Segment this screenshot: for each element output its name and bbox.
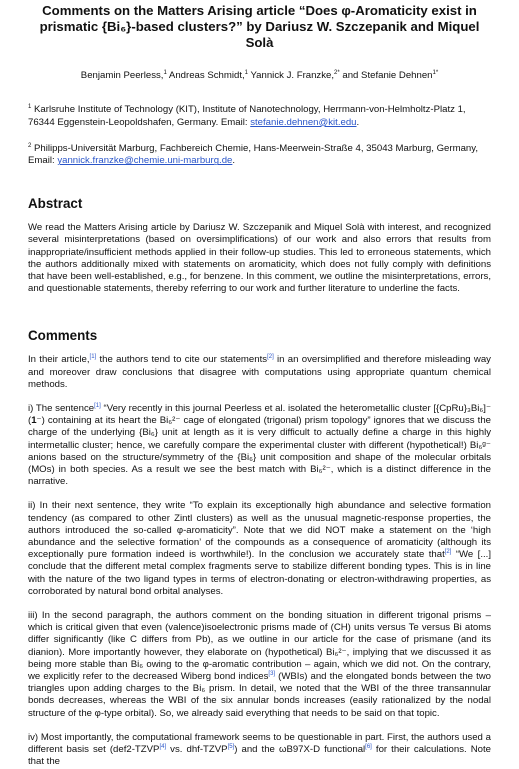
comment-paragraph-5 — [28, 732, 491, 769]
citation-link[interactable]: [2] — [444, 549, 452, 556]
paragraph-text: in an oversimplified and therefore misleading way and moreover draw conclusions that disagree with computations using appropriate quantum chemical methods. — [28, 354, 491, 390]
paragraph-text: ⁻) containing at its heart the Bi₆²⁻ cage of elongated (trigonal) prism topology” ignores that we discuss the charge of the underlying {Bi₆} unit at length as it is very difficult to actually define a charge in this highly intermetallic cluster; hence, we carefully compare the experimental cluster with different (hypothetical!) Bi₆ᵍ⁻ anions based on the structure/symmetry of the {Bi₆} unit composition and shape of the molecular orbitals (MOs) in both species. As a result we see the best match with Bi₆²⁻, which is a distinct difference in the narrative. — [28, 415, 491, 488]
affiliation-tail: . — [232, 155, 236, 167]
author-affiliation-mark: 1* — [432, 70, 439, 76]
paragraph-text: vs. dhf-TZVP — [166, 744, 228, 756]
abstract-heading: Abstract — [28, 196, 83, 212]
affiliation-1 — [28, 104, 491, 130]
abstract-text: We read the Matters Arising article by Dariusz W. Szczepanik and Miquel Solà with interest, and recognized several misinterpretations (based on oversimplifications) of our work and also errors that results from inappropriate/insufficient methods applied in their follow-up studies. This led to erroneous statements, which the authors additionally mixed with statements on aromaticity, which does not fully comply with definitions that have been well-established, e.g., for benzene. In this comment, we outline the misinterpretations, errors, and questionable statements, thereby referring to our work and further literature to underline the facts. — [28, 222, 491, 295]
citation-link[interactable]: [5] — [227, 744, 235, 751]
author-affiliation-mark: 1 — [244, 70, 248, 76]
affiliation-number: 1 — [28, 104, 32, 110]
paragraph-text: the authors tend to cite our statements — [96, 354, 268, 366]
author-name: Yannick J. Franzke, — [248, 70, 335, 81]
comment-paragraph-1 — [28, 354, 491, 391]
paragraph-text: “We [...] conclude that the different metal complex fragments serve to stabilize different bonding types. This is in line with the nature of the two ligand types in terms of electron-donating or electron-withdrawing properties, as corroborated by natural bond orbital analyses. — [28, 549, 492, 597]
citation-link[interactable]: [6] — [365, 744, 372, 751]
comments-heading: Comments — [28, 328, 98, 344]
comment-paragraph-2 — [28, 403, 491, 488]
email-link[interactable]: stefanie.dehnen@kit.edu — [250, 116, 357, 128]
author-name: and Stefanie Dehnen — [339, 70, 433, 81]
affiliation-text: Karlsruhe Institute of Technology (KIT), Institute of Nanotechnology, Herrmann-von-Helmholtz-Platz 1, 76344 Eggenstein-Leopoldshafen, Germany. Email: — [28, 104, 466, 128]
citation-link[interactable]: [2] — [267, 354, 274, 361]
compound-number: 1 — [31, 415, 37, 427]
paragraph-text: for their calculations. Note that the — [28, 744, 491, 768]
paper-page — [0, 3, 519, 768]
paragraph-text: (WBIs) and the elongated bonds between the two triangles upon adding charges to the Bi₆ prism. In detail, we noted that the WBI of the three transannular bonds decreases, whereas the WBI of the six annular bonds increases (easily rationalized by the nodal structure of the φ-type orbital). So, we already said everything that needs to be said on that topic. — [28, 671, 491, 719]
paragraph-text: iv) Most importantly, the computational framework seems to be questionable in part. First, the authors used a different basis set (def2-TZVP — [28, 731, 491, 756]
citation-link[interactable]: [4] — [159, 744, 167, 751]
paragraph-text: “Very recently in this journal Peerless et al. isolated the heterometallic cluster [{CpRu}₃Bi₆]⁻ ( — [28, 403, 492, 427]
paragraph-text: i) The sentence — [28, 403, 95, 415]
email-link[interactable]: yannick.franzke@chemie.uni-marburg.de — [57, 155, 233, 167]
comment-paragraph-3 — [28, 500, 491, 598]
affiliation-number: 2 — [28, 142, 32, 149]
citation-link[interactable]: [1] — [94, 403, 101, 410]
affiliation-2 — [28, 143, 491, 169]
paragraph-text: In their article, — [28, 354, 90, 366]
citation-link[interactable]: [3] — [268, 671, 276, 678]
author-name: Benjamin Peerless, — [80, 70, 164, 81]
paragraph-text: ii) In their next sentence, they write “To explain its exceptionally high abundance and selective formation tendency (as compared to other Zintl clusters) as well as the unusual magnetic-response properties, the authors introduced the so-called φ-aromaticity”. Note that we did NOT make a statement on the ‘high abundance and the selective formation’ of the compounds as a consequence of aromaticity (although its exceptionally pure formation indeed is worthwhile!). In the conclusion we accurately state that — [28, 500, 491, 561]
paragraph-text: ) and the ωB97X-D functional — [234, 744, 366, 756]
author-affiliation-mark: 1 — [163, 70, 167, 76]
comment-paragraph-4 — [28, 610, 491, 720]
paragraph-text: iii) In the second paragraph, the authors comment on the bonding situation in different trigonal prisms – which is critical given that even (valence)isoelectronic prisms made of (CH) units versus Te versus Bi atoms differ significantly (like C differs from Pb), as we outline in our article for the case of prismane (and its dianion). More importantly however, they elaborate on (hypothetical) Bi₆²⁻, implying that we discussed it as being more stable than Bi₆ owing to the φ-aromatic contribution – again, which we did not. On the contrary, we explicitly refer to the decreased Wiberg bond indices — [28, 610, 491, 683]
author-list — [28, 70, 491, 82]
author-name: Andreas Schmidt, — [166, 70, 245, 81]
paper-title: Comments on the Matters Arising article “Does φ-Aromaticity exist in prismatic {Bi₆}-based clusters?” by Dariusz W. Szczepanik and Miquel Solà — [39, 3, 480, 50]
author-affiliation-mark: 2* — [334, 70, 340, 76]
affiliation-tail: . — [356, 116, 360, 128]
affiliation-text: Philipps-Universität Marburg, Fachbereich Chemie, Hans-Meerwein-Straße 4, 35043 Marburg, Germany, Email: — [28, 142, 478, 167]
citation-link[interactable]: [1] — [89, 354, 97, 361]
